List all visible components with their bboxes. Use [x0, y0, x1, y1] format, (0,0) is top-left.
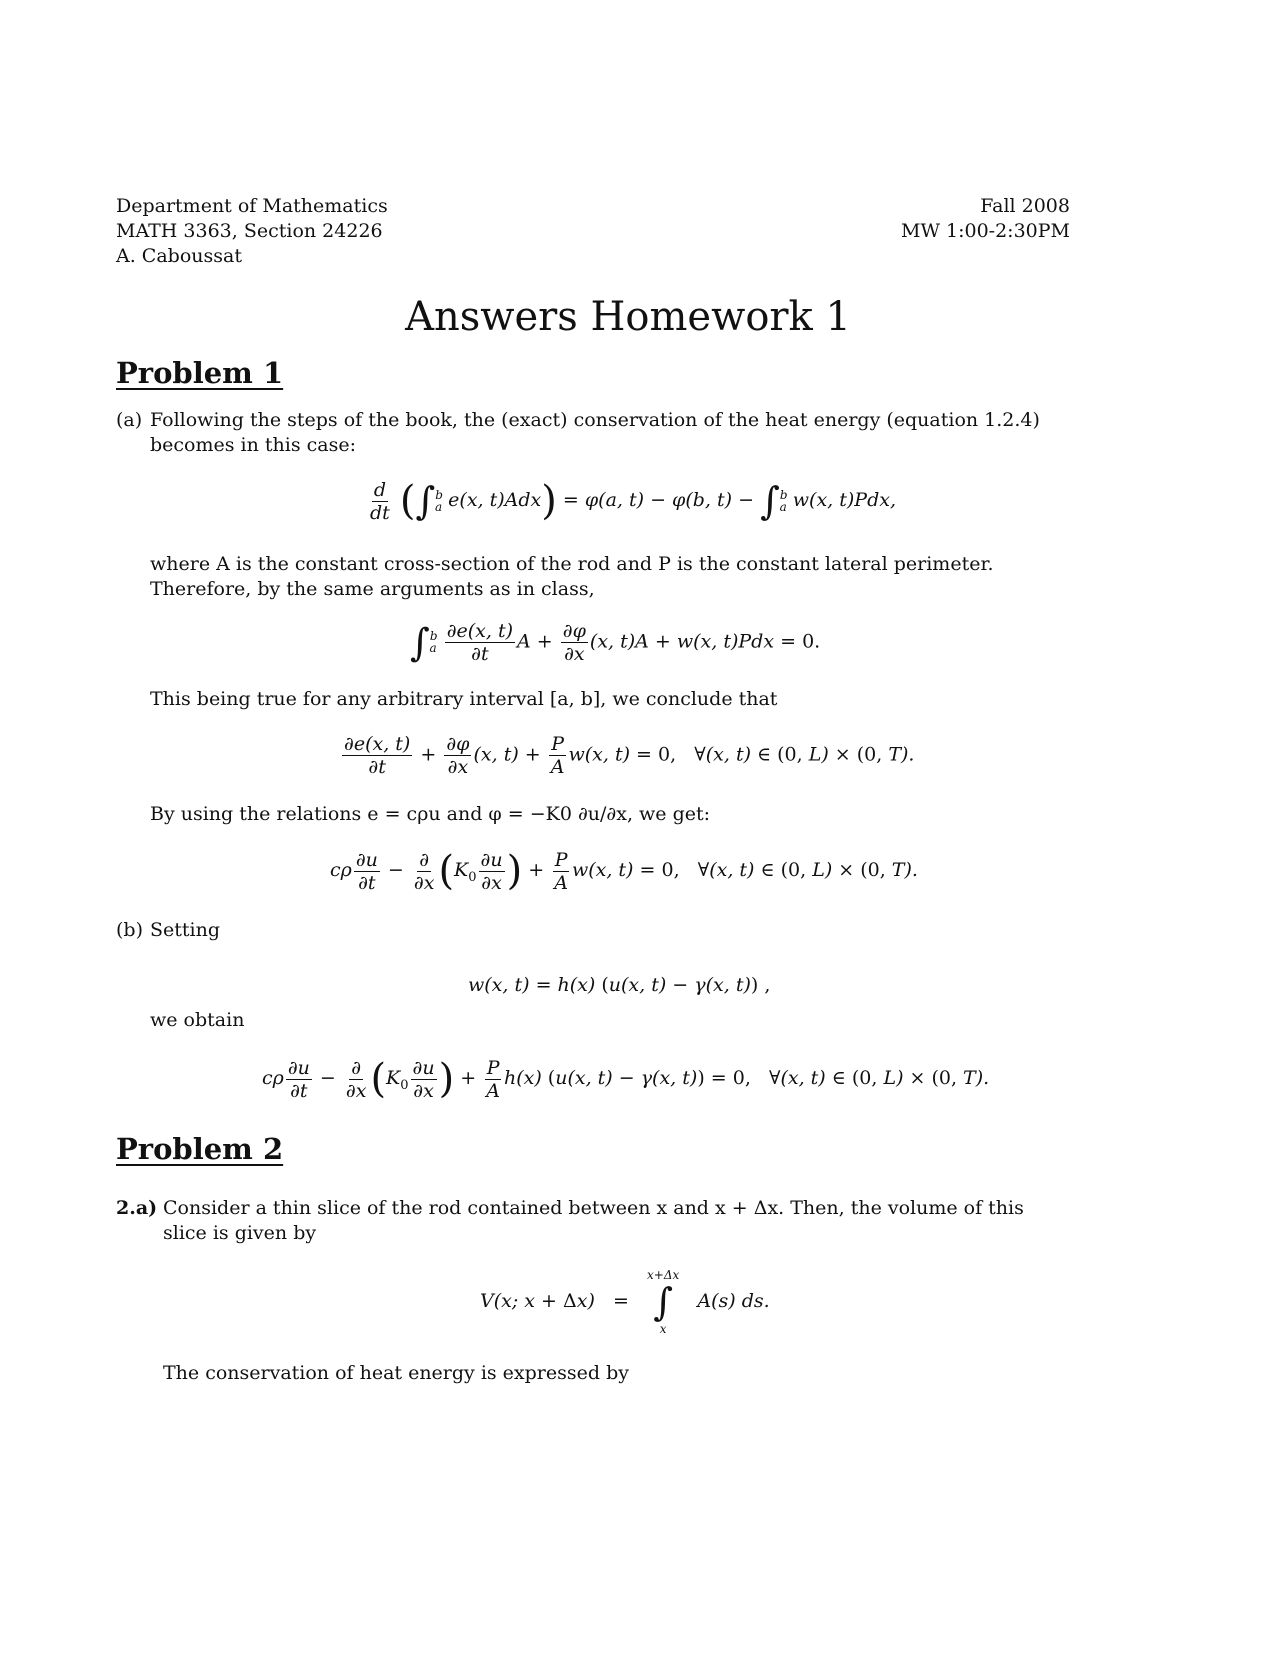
equation-integral-form: ∫$^b_a$ $\frac{\partial e(x, t)}{\partial t}$ A + $\frac{\partial\varphi}{\partial x}$ (x, t)A + w(x, t)Pdx = 0. — [410, 620, 821, 665]
paragraph-after-eq2: This being true for any arbitrary interval [a, b], we conclude that — [150, 688, 778, 710]
term: Fall 2008 — [980, 195, 1070, 217]
header-left — [116, 194, 388, 269]
course: MATH 3363, Section 24226 — [116, 220, 383, 242]
instructor: A. Caboussat — [116, 245, 242, 267]
schedule: MW 1:00-2:30PM — [900, 220, 1070, 242]
part-2a-label: 2.a) — [116, 1197, 158, 1219]
paragraph-after-eq1: where A is the constant cross-section of the rod and P is the constant lateral perimeter. Therefore, by the same arguments as in class, — [150, 553, 994, 600]
part-b-text: Setting — [150, 919, 221, 941]
part-2a-after: The conservation of heat energy is expressed by — [163, 1362, 629, 1384]
part-b-after: we obtain — [150, 1009, 245, 1031]
equation-heat-b: cρ $\frac{\partial u}{\partial t}$ − $\frac{\partial}{\partial x}$ ($K_0$ $\frac{\partial u}{\partial x}$ ) + $\frac{P}{A}$ h(x) (u(x, t) − γ(x, t)) = 0, ∀(x, t) ∈ (0, L) × (0, T). — [262, 1056, 990, 1102]
part-b-label: (b) — [116, 919, 143, 941]
equation-heat: cρ $\frac{\partial u}{\partial t}$ − $\frac{\partial}{\partial x}$ ($K_0$ $\frac{\partial u}{\partial x}$ ) + $\frac{P}{A}$ w(x, t) = 0, ∀(x, t) ∈ (0, L) × (0, T). — [330, 848, 918, 894]
equation-volume: V(x; x + Δx) = x+Δx ∫ x A(s) ds. — [480, 1268, 770, 1336]
paragraph-after-eq3: By using the relations e = cρu and φ = −K0 ∂u/∂x, we get: — [150, 803, 711, 825]
header-right — [900, 194, 1070, 244]
equation-local-form: $\frac{\partial e(x, t)}{\partial t}$ + $\frac{\partial\varphi}{\partial x}$ (x, t) + $\frac{P}{A}$ w(x, t) = 0, ∀(x, t) ∈ (0, L) × (0, T). — [344, 733, 915, 778]
page-title: Answers Homework 1 — [405, 294, 851, 340]
equation-w-definition: w(x, t) = h(x) (u(x, t) − γ(x, t)) , — [468, 974, 771, 996]
part-a-text: Following the steps of the book, the (exact) conservation of the heat energy (equation 1.2.4) becomes in this case: — [150, 409, 1040, 456]
equation-energy-balance: $\frac{d}{dt}$ (∫$^b_a$ e(x, t)Adx) = φ(a, t) − φ(b, t) − ∫$^b_a$ w(x, t)Pdx, — [370, 478, 896, 524]
problem-2-heading: Problem 2 — [116, 1132, 284, 1166]
problem-1-heading: Problem 1 — [116, 356, 284, 390]
part-a-label: (a) — [116, 409, 143, 431]
department: Department of Mathematics — [116, 195, 388, 217]
part-2a-text: Consider a thin slice of the rod contained between x and x + Δx. Then, the volume of this slice is given by — [163, 1197, 1024, 1244]
